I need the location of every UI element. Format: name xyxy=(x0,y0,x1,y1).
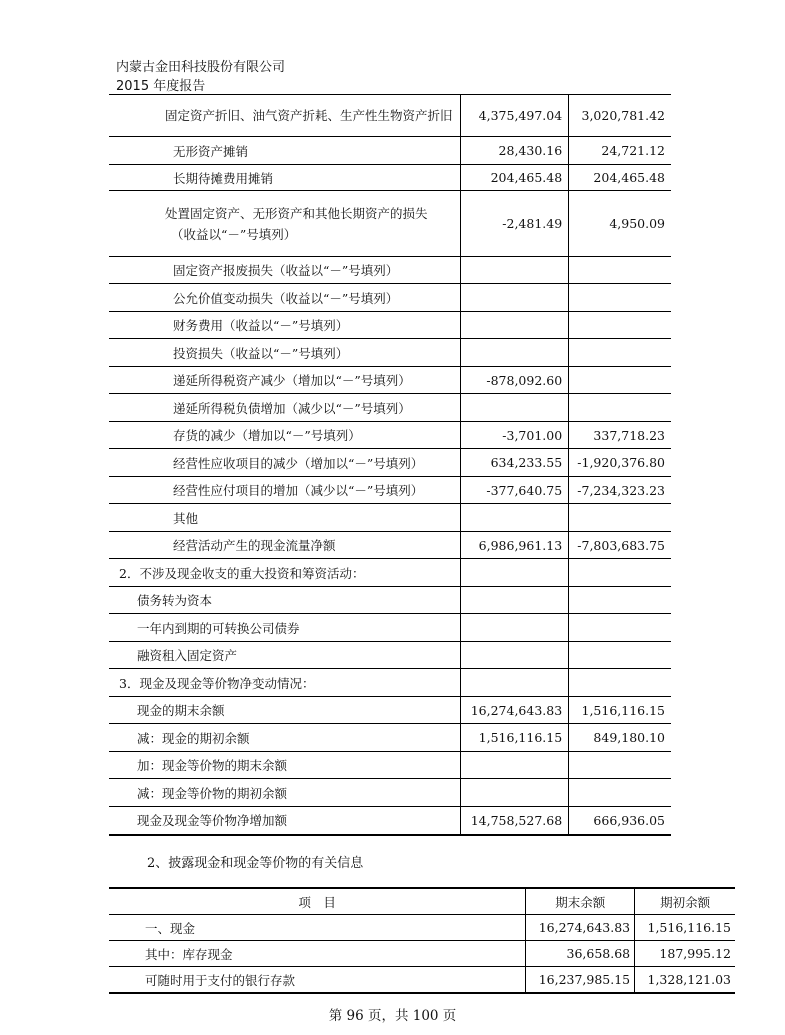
row-label: 现金及现金等价物净增加额 xyxy=(109,807,460,835)
previous-value xyxy=(569,669,671,697)
previous-value xyxy=(569,312,671,339)
current-value: 6,986,961.13 xyxy=(460,532,568,559)
table-row xyxy=(109,339,671,367)
current-value xyxy=(460,257,568,284)
previous-value xyxy=(569,614,671,642)
table-row xyxy=(109,779,671,807)
current-value xyxy=(460,752,568,779)
row-label-cell xyxy=(109,191,460,257)
previous-value: 849,180.10 xyxy=(569,724,671,752)
row-label: 债务转为资本 xyxy=(109,587,460,614)
page-footer: 第 96 页，共 100 页 xyxy=(328,1008,457,1024)
current-value: 28,430.16 xyxy=(460,137,568,165)
row-label: 存货的减少（增加以“－”号填列） xyxy=(109,422,460,449)
row-label: 长期待摊费用摊销 xyxy=(109,165,460,191)
previous-value: 337,718.23 xyxy=(569,422,671,449)
table-row xyxy=(109,137,671,165)
row-label: 其中：库存现金 xyxy=(109,941,526,967)
report-title: 2015 年度报告 xyxy=(116,79,206,94)
current-value: -3,701.00 xyxy=(460,422,568,449)
current-value: 16,274,643.83 xyxy=(460,697,568,724)
previous-value xyxy=(569,257,671,284)
current-value: 204,465.48 xyxy=(460,165,568,191)
row-label: 现金的期末余额 xyxy=(109,697,460,724)
table-row xyxy=(109,449,671,477)
row-label: 递延所得税负债增加（减少以“－”号填列） xyxy=(109,394,460,422)
previous-value xyxy=(569,559,671,587)
table-row xyxy=(109,394,671,422)
table-row xyxy=(109,941,735,967)
table-row xyxy=(109,422,671,449)
current-value xyxy=(460,559,568,587)
previous-value: 3,020,781.42 xyxy=(569,95,671,137)
end-value: 16,237,985.15 xyxy=(526,967,635,994)
row-label: 无形资产摊销 xyxy=(109,137,460,165)
previous-value: -7,803,683.75 xyxy=(569,532,671,559)
row-label: 经营活动产生的现金流量净额 xyxy=(109,532,460,559)
table-row xyxy=(109,642,671,669)
header-end-balance: 期末余额 xyxy=(526,888,635,915)
previous-value xyxy=(569,779,671,807)
table-row xyxy=(109,477,671,504)
table-row xyxy=(109,967,735,994)
row-label: 其他 xyxy=(109,504,460,532)
begin-value: 187,995.12 xyxy=(635,941,735,967)
table-header-row xyxy=(109,888,735,915)
row-label: 递延所得税资产减少（增加以“－”号填列） xyxy=(109,367,460,394)
table-row xyxy=(109,587,671,614)
row-label: 经营性应付项目的增加（减少以“－”号填列） xyxy=(109,477,460,504)
row-label: 融资租入固定资产 xyxy=(109,642,460,669)
previous-value: -7,234,323.23 xyxy=(569,477,671,504)
current-value xyxy=(460,642,568,669)
current-value: 634,233.55 xyxy=(460,449,568,477)
table-row xyxy=(109,614,671,642)
previous-value: 4,950.09 xyxy=(569,191,671,257)
section-row xyxy=(109,559,671,587)
row-label: 一年内到期的可转换公司债券 xyxy=(109,614,460,642)
previous-value: 666,936.05 xyxy=(569,807,671,835)
table-row xyxy=(109,532,671,559)
row-label-note: （收益以“－”号填列） xyxy=(171,226,297,242)
table-row xyxy=(109,915,735,941)
section-row xyxy=(109,669,671,697)
header-item: 项 目 xyxy=(109,888,526,915)
current-value xyxy=(460,779,568,807)
section-title: 2、披露现金和现金等价物的有关信息 xyxy=(147,856,364,871)
table-row xyxy=(109,504,671,532)
row-label: 公允价值变动损失（收益以“－”号填列） xyxy=(109,284,460,312)
begin-value: 1,516,116.15 xyxy=(635,915,735,941)
row-label: 投资损失（收益以“－”号填列） xyxy=(109,339,460,367)
header-begin-balance: 期初余额 xyxy=(635,888,735,915)
previous-value xyxy=(569,587,671,614)
table-row xyxy=(109,724,671,752)
cash-equivalents-table xyxy=(109,887,735,994)
row-label: 加：现金等价物的期末余额 xyxy=(109,752,460,779)
previous-value: 24,721.12 xyxy=(569,137,671,165)
table-row xyxy=(109,165,671,191)
table-row xyxy=(109,191,671,257)
company-name: 内蒙古金田科技股份有限公司 xyxy=(116,60,286,75)
row-label: 财务费用（收益以“－”号填列） xyxy=(109,312,460,339)
section-heading: 3．现金及现金等价物净变动情况： xyxy=(109,669,460,697)
end-value: 16,274,643.83 xyxy=(526,915,635,941)
table-row xyxy=(109,807,671,835)
previous-value xyxy=(569,752,671,779)
current-value: 1,516,116.15 xyxy=(460,724,568,752)
row-label: 可随时用于支付的银行存款 xyxy=(109,967,526,994)
row-label: 处置固定资产、无形资产和其他长期资产的损失 xyxy=(165,205,428,221)
current-value xyxy=(460,587,568,614)
current-value xyxy=(460,614,568,642)
previous-value xyxy=(569,284,671,312)
table-row xyxy=(109,367,671,394)
current-value: -377,640.75 xyxy=(460,477,568,504)
row-label: 经营性应收项目的减少（增加以“－”号填列） xyxy=(109,449,460,477)
previous-value xyxy=(569,339,671,367)
previous-value xyxy=(569,394,671,422)
current-value xyxy=(460,284,568,312)
previous-value: 1,516,116.15 xyxy=(569,697,671,724)
previous-value: 204,465.48 xyxy=(569,165,671,191)
section-heading: 2．不涉及现金收支的重大投资和筹资活动： xyxy=(109,559,460,587)
previous-value xyxy=(569,367,671,394)
end-value: 36,658.68 xyxy=(526,941,635,967)
current-value xyxy=(460,394,568,422)
table-row xyxy=(109,284,671,312)
current-value xyxy=(460,312,568,339)
previous-value xyxy=(569,504,671,532)
table-row xyxy=(109,95,671,137)
current-value xyxy=(460,339,568,367)
row-label: 减：现金等价物的期初余额 xyxy=(109,779,460,807)
row-label: 固定资产折旧、油气资产折耗、生产性生物资产折旧 xyxy=(109,95,460,137)
previous-value: -1,920,376.80 xyxy=(569,449,671,477)
current-value xyxy=(460,669,568,697)
current-value: -878,092.60 xyxy=(460,367,568,394)
current-value: 14,758,527.68 xyxy=(460,807,568,835)
current-value: -2,481.49 xyxy=(460,191,568,257)
previous-value xyxy=(569,642,671,669)
table-row xyxy=(109,697,671,724)
current-value: 4,375,497.04 xyxy=(460,95,568,137)
table-row xyxy=(109,312,671,339)
table-row xyxy=(109,257,671,284)
row-label: 固定资产报废损失（收益以“－”号填列） xyxy=(109,257,460,284)
row-label: 一、现金 xyxy=(109,915,526,941)
begin-value: 1,328,121.03 xyxy=(635,967,735,994)
row-label: 减：现金的期初余额 xyxy=(109,724,460,752)
table-row xyxy=(109,752,671,779)
cash-flow-supplement-table xyxy=(109,94,671,836)
current-value xyxy=(460,504,568,532)
